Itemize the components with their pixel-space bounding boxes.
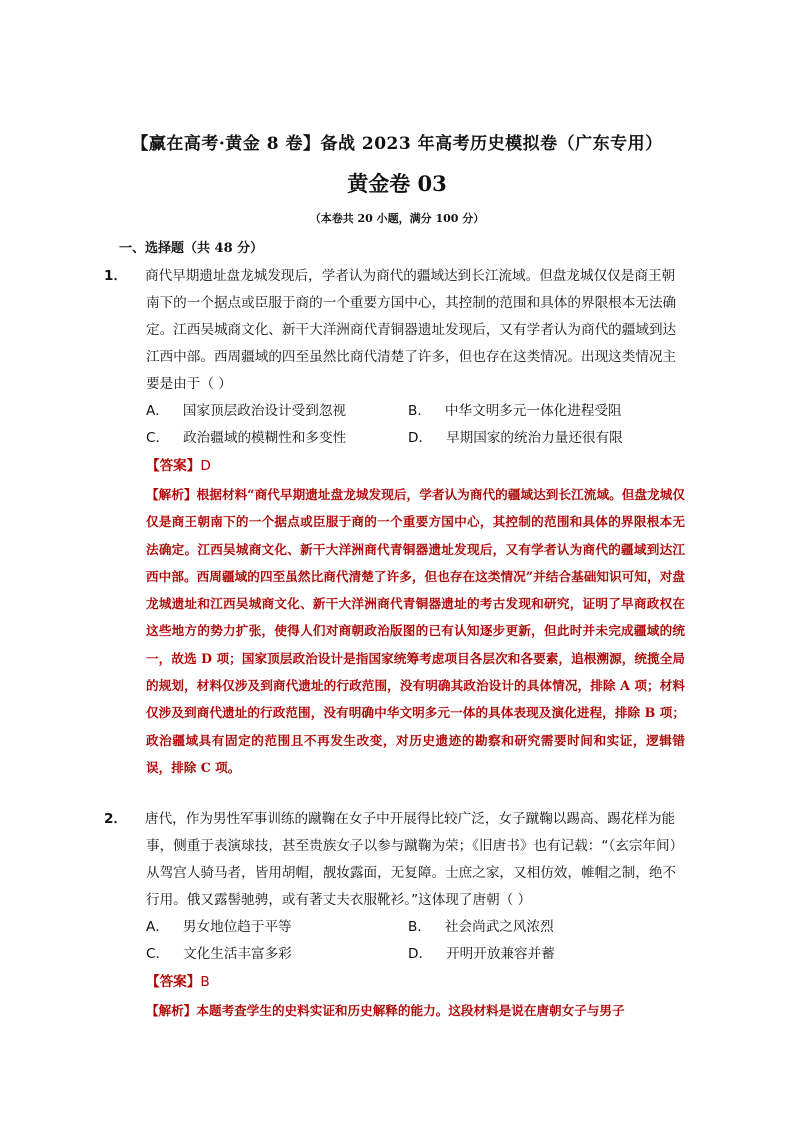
question-2	[104, 806, 685, 1024]
section-heading: 一、选择题（共 48 分）	[119, 241, 264, 256]
option-b: B． 社会尚武之风浓烈	[408, 919, 554, 935]
question-number: 1．	[104, 268, 128, 284]
explanation-label: 【解析】	[146, 487, 197, 502]
answer-line	[146, 968, 685, 997]
answer-label: 【答案】	[146, 974, 201, 990]
options-group	[146, 398, 685, 452]
question-number: 2．	[104, 811, 128, 827]
exam-paper-title: 黄金卷 03	[347, 171, 447, 196]
question-stem	[104, 263, 685, 398]
options-group	[146, 914, 685, 968]
explanation-text: 本题考查学生的史料实证和历史解释的能力。这段材料是说在唐朝女子与男子	[196, 1003, 625, 1018]
option-c: C． 文化生活丰富多彩	[146, 946, 292, 962]
option-c: C． 政治疆域的模糊性和多变性	[146, 430, 347, 446]
question-1	[104, 263, 686, 781]
option-b: B． 中华文明多元一体化进程受阻	[408, 403, 622, 419]
option-d: D． 早期国家的统治力量还很有限	[408, 430, 623, 446]
explanation-paragraph	[146, 481, 685, 781]
explanation-label: 【解析】	[146, 1003, 197, 1018]
answer-label: 【答案】	[146, 458, 201, 474]
question-text: 商代早期遗址盘龙城发现后，学者认为商代的疆域达到长江流域。但盘龙城仅仅是商王朝南下的一个据点或臣服于商的一个重要方国中心，其控制的范围和具体的界限根本无法确定。江西吴城商文化、新干大洋洲商代青铜器遗址发现后，又有学者认为商代的疆域到达江西中部。西周疆域的四至虽然比商代清楚了许多，但也存在这类情况。出现这类情况主要是由于（ ）	[145, 268, 677, 392]
explanation-paragraph	[146, 997, 685, 1024]
answer-value: D	[200, 458, 211, 474]
question-text: 唐代，作为男性军事训练的蹴鞠在女子中开展得比较广泛，女子蹴鞠以踢高、踢花样为能事，侧重于表演球技，甚至贵族女子以参与蹴鞠为荣；《旧唐书》也有记载：“（玄宗年间）从驾宫人骑马者，皆用胡帽，靓妆露面，无复障。士庶之家，又相仿效，帷帽之制，绝不行用。俄又露髻驰骋，或有著丈夫衣服靴衫。”这体现了唐朝（ ）	[145, 811, 684, 908]
option-a: A． 国家顶层政治设计受到忽视	[146, 403, 347, 419]
exam-series-title: 【赢在高考·黄金 8 卷】备战 2023 年高考历史模拟卷（广东专用）	[131, 134, 663, 154]
answer-line	[146, 452, 685, 481]
exam-scope-note: （本卷共 20 小题，满分 100 分）	[309, 212, 485, 225]
answer-value: B	[200, 974, 210, 990]
question-stem	[104, 806, 685, 914]
explanation-text: 根据材料“商代早期遗址盘龙城发现后，学者认为商代的疆域达到长江流域。但盘龙城仅仅是商王朝南下的一个据点或臣服于商的一个重要方国中心，其控制的范围和具体的界限根本无法确定。江西吴城商文化、新干大洋洲商代青铜器遗址发现后，又有学者认为商代的疆域到达江西中部。西周疆域的四至虽然比商代清楚了许多，但也存在这类情况”并结合基础知识可知，对盘龙城遗址和江西吴城商文化、新干大洋洲商代青铜器遗址的考古发现和研究，证明了早商政权在这些地方的势力扩张，使得人们对商朝政治版图的已有认知逐步更新，但此时并未完成疆域的统一，故选 D 项；国家顶层政治设计是指国家统筹考虑项目各层次和各要素，追根溯源，统揽全局的规划，材料仅涉及到商代遗址的行政范围，没有明确其政治设计的具体情况，排除 A 项；材料仅涉及到商代遗址的行政范围，没有明确中华文明多元一体的具体表现及演化进程，排除 B 项；政治疆域具有固定的范围且不再发生改变，对历史遗迹的勘察和研究需要时间和实证，逻辑错误，排除 C 项。	[146, 487, 686, 775]
option-d: D． 开明开放兼容并蓄	[408, 946, 555, 962]
option-a: A． 男女地位趋于平等	[146, 919, 292, 935]
